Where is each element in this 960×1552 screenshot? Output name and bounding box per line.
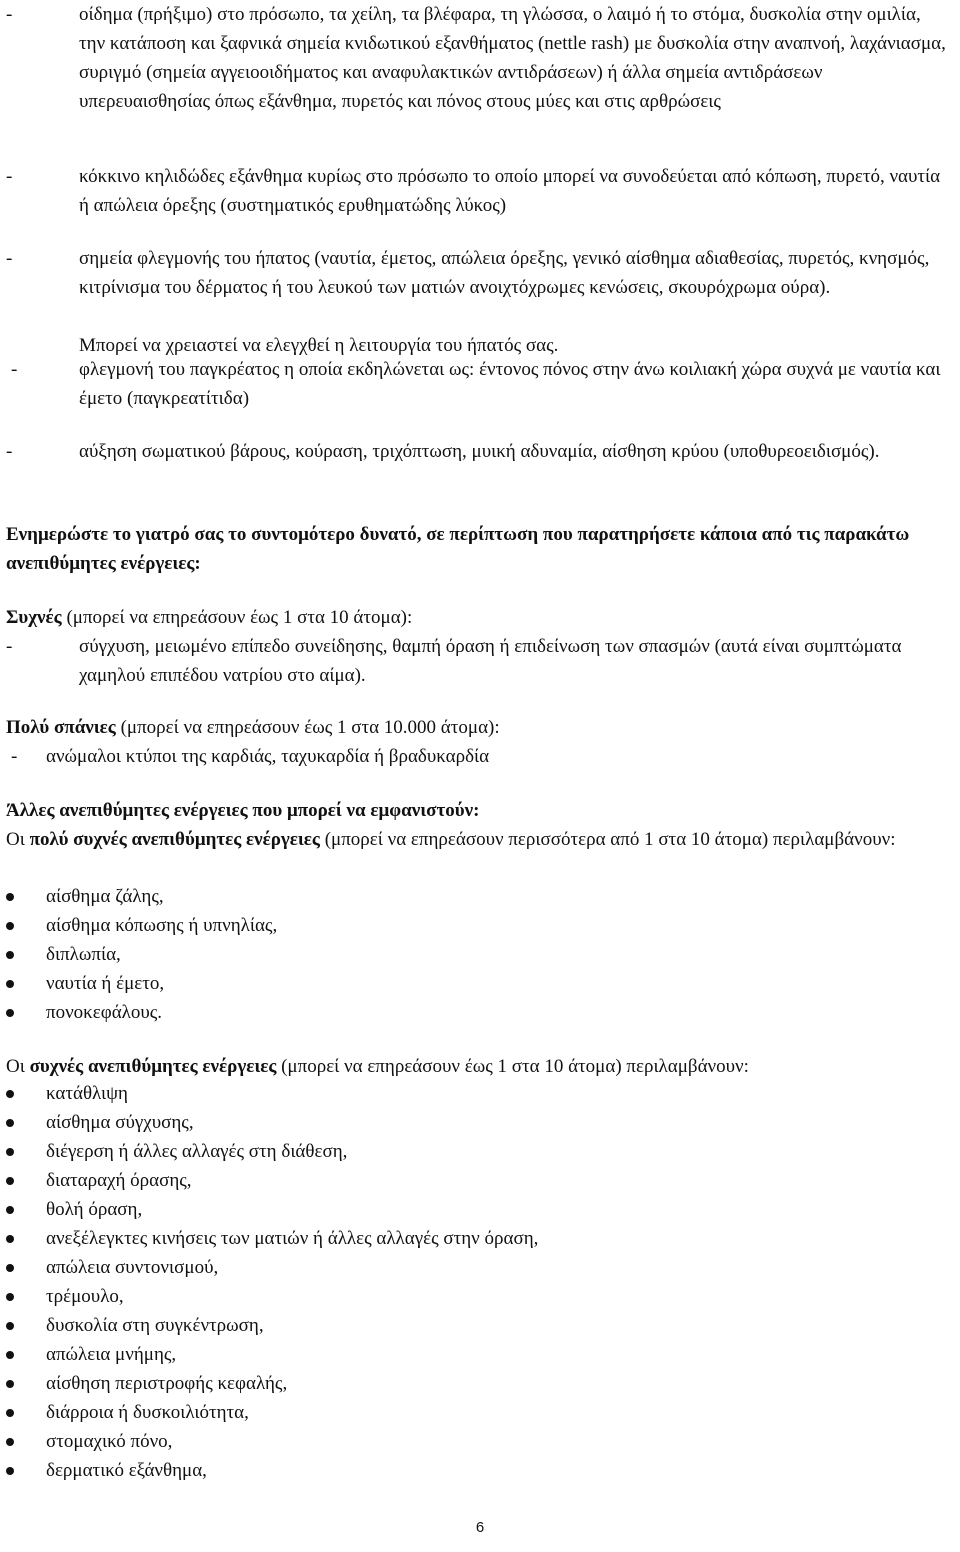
intro-prefix: Οι [6,1056,30,1077]
bullet-icon [6,1264,14,1272]
bullet-text: αίσθημα κόπωσης ή υπνηλίας, [46,915,278,936]
bullet-text: κατάθλιψη [46,1083,128,1104]
bullet-item [0,1108,960,1137]
bullet-text: στομαχικό πόνο, [46,1431,173,1452]
list-item-text: ανώμαλοι κτύποι της καρδιάς, ταχυκαρδία ή βραδυκαρδία [46,746,490,767]
bullet-text: απώλεια συντονισμού, [46,1257,219,1278]
common-effects-label: συχνές ανεπιθύμητες ενέργειες [29,1056,277,1077]
bullet-icon [6,1177,14,1185]
list-item-text: σημεία φλεγμονής του ήπατος (ναυτία, έμετος, απώλεια όρεξης, γενικό αίσθημα αδιαθεσίας, πυρετός, κνησμός, κιτρίνισμα του δέρματος ή του λευκού των ματιών ανοιχτόχρωμες κενώσεις, σκουρόχρωμα ούρα). [79,248,930,298]
bullet-text: δυσκολία στη συγκέντρωση, [46,1315,264,1336]
bullet-icon [6,1148,14,1156]
bullet-icon [6,1009,14,1017]
very-rare-frequency: (μπορεί να επηρεάσουν έως 1 στα 10.000 άτομα): [115,717,500,738]
bullet-item [0,1166,960,1195]
bullet-text: αίσθηση περιστροφής κεφαλής, [46,1373,288,1394]
bullet-item [0,1427,960,1456]
list-dash: - [6,166,13,187]
bullet-icon [6,1467,14,1475]
common-label: Συχνές [6,607,62,628]
page-number: 6 [475,1519,485,1536]
liver-function-note: Μπορεί να χρειαστεί να ελεγχθεί η λειτουργία του ήπατός σας. [79,335,559,356]
bullet-icon [6,1119,14,1127]
very-rare-label: Πολύ σπάνιες [6,717,116,738]
bullet-item [0,1195,960,1224]
bullet-text: ανεξέλεγκτες κινήσεις των ματιών ή άλλες αλλαγές στην όραση, [46,1228,539,1249]
bullet-item [0,1311,960,1340]
bullet-item [0,911,960,940]
bullet-icon [6,1380,14,1388]
bullet-item [0,940,960,969]
bullet-item [0,882,960,911]
bullet-item [0,1369,960,1398]
bullet-icon [6,1090,14,1098]
bullet-icon [6,951,14,959]
bullet-icon [6,1206,14,1214]
common-frequency: (μπορεί να επηρεάσουν έως 1 στα 10 άτομα): [61,607,413,628]
bullet-item [0,1340,960,1369]
list-dash: - [11,746,18,767]
common-effects-frequency: (μπορεί να επηρεάσουν έως 1 στα 10 άτομα) περιλαμβάνουν: [276,1056,749,1077]
bullet-item [0,969,960,998]
list-item-text: κόκκινο κηλιδώδες εξάνθημα κυρίως στο πρόσωπο το οποίο μπορεί να συνοδεύεται από κόπωση, πυρετό, ναυτία ή απώλεια όρεξης (συστηματικός ερυθηματώδης λύκος) [79,166,941,216]
bullet-item [0,1282,960,1311]
bullet-text: δερματικό εξάνθημα, [46,1460,207,1481]
other-heading-text: Άλλες ανεπιθύμητες ενέργειες που μπορεί να εμφανιστούν: [6,800,480,821]
bullet-text: απώλεια μνήμης, [46,1344,177,1365]
bullet-icon [6,1322,14,1330]
list-dash: - [6,248,13,269]
list-dash: - [6,636,13,657]
bullet-text: διαταραχή όρασης, [46,1170,192,1191]
bullet-text: πονοκεφάλους. [46,1002,163,1023]
bullet-item [0,1137,960,1166]
list-dash: - [6,441,13,462]
bullet-icon [6,922,14,930]
list-dash: - [11,359,18,380]
list-item-text: φλεγμονή του παγκρέατος η οποία εκδηλώνεται ως: έντονος πόνος στην άνω κοιλιακή χώρα συχνά με ναυτία και έμετο (παγκρεατίτιδα) [79,359,941,409]
bullet-text: θολή όραση, [46,1199,143,1220]
bullet-item [0,1079,960,1108]
bullet-icon [6,1438,14,1446]
bullet-icon [6,1235,14,1243]
inform-heading-text: Ενημερώστε το γιατρό σας το συντομότερο δυνατό, σε περίπτωση που παρατηρήσετε κάποια από τις παρακάτω ανεπιθύμητες ενέργειες: [6,524,910,574]
bullet-icon [6,1409,14,1417]
bullet-icon [6,980,14,988]
list-item-text: σύγχυση, μειωμένο επίπεδο συνείδησης, θαμπή όραση ή επιδείνωση των σπασμών (αυτά είναι συμπτώματα χαμηλού επιπέδου νατρίου στο αίμα). [79,636,902,686]
bullet-text: διέγερση ή άλλες αλλαγές στη διάθεση, [46,1141,348,1162]
bullet-icon [6,1293,14,1301]
bullet-item [0,1456,960,1485]
bullet-icon [6,893,14,901]
bullet-text: ναυτία ή έμετο, [46,973,165,994]
bullet-item [0,998,960,1027]
bullet-text: διάρροια ή δυσκοιλιότητα, [46,1402,249,1423]
list-dash: - [6,4,13,25]
bullet-text: αίσθημα ζάλης, [46,886,164,907]
bullet-item [0,1398,960,1427]
list-item-text: αύξηση σωματικού βάρους, κούραση, τριχόπτωση, μυική αδυναμία, αίσθηση κρύου (υποθυρεοειδισμός). [79,441,880,462]
list-item-text: οίδημα (πρήξιμο) στο πρόσωπο, τα χείλη, τα βλέφαρα, τη γλώσσα, ο λαιμό ή το στόμα, δυσκολία στην ομιλία, την κατάποση και ξαφνικά σημεία κνιδωτικού εξανθήματος (nettle rash) με δυσκολία στην αναπνοή, λαχάνιασμα, συριγμό (σημεία αγγειοοιδήματος και αναφυλακτικών αντιδράσεων) ή άλλα σημεία αντιδράσεων υπερευαισθησίας όπως εξάνθημα, πυρετός και πόνος στους μύες και στις αρθρώσεις [79,4,946,112]
bullet-text: διπλωπία, [46,944,121,965]
bullet-item [0,1253,960,1282]
bullet-item [0,1224,960,1253]
intro-prefix: Οι [6,829,30,850]
very-common-label: πολύ συχνές ανεπιθύμητες ενέργειες [29,829,320,850]
bullet-text: αίσθημα σύγχυσης, [46,1112,194,1133]
bullet-text: τρέμουλο, [46,1286,124,1307]
bullet-icon [6,1351,14,1359]
very-common-frequency: (μπορεί να επηρεάσουν περισσότερα από 1 στα 10 άτομα) περιλαμβάνουν: [319,829,896,850]
